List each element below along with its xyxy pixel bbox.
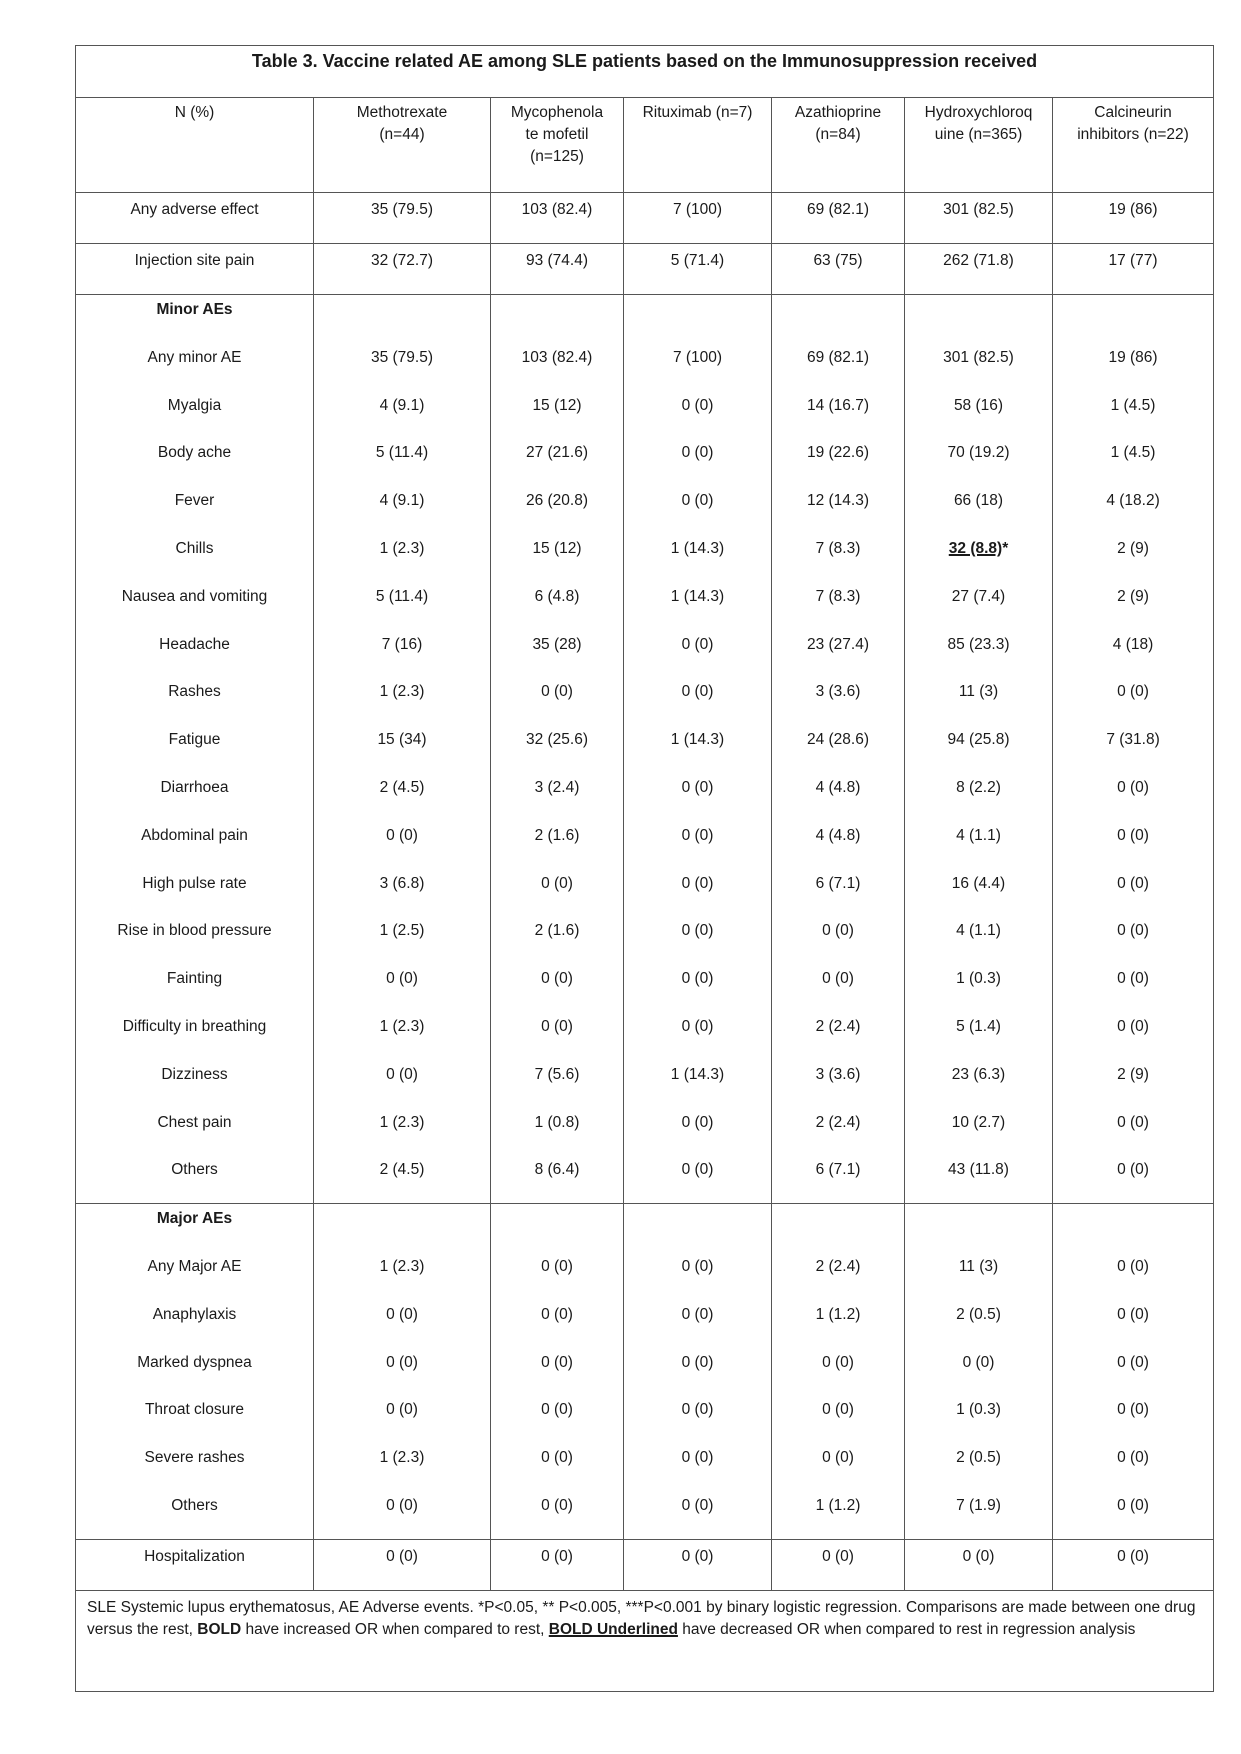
- table-cell: 7 (100): [624, 193, 772, 244]
- table-row-rise-in-blood-pressure: [76, 916, 1214, 964]
- table-cell: 4 (9.1): [314, 486, 491, 534]
- row-label: Chills: [76, 534, 314, 582]
- table-cell: 1 (14.3): [624, 582, 772, 630]
- table-cell: 10 (2.7): [905, 1108, 1053, 1156]
- table-cell: 1 (4.5): [1053, 391, 1214, 439]
- table-cell: 0 (0): [1053, 1300, 1214, 1348]
- table-cell: 6 (4.8): [491, 582, 624, 630]
- table-cell: 1 (2.5): [314, 916, 491, 964]
- empty-cell: [314, 295, 491, 343]
- table-row-fever: [76, 486, 1214, 534]
- empty-cell: [491, 1204, 624, 1252]
- table-row-throat-closure: [76, 1395, 1214, 1443]
- table-cell: 1 (2.3): [314, 1252, 491, 1300]
- column-header-line: Hydroxychloroq: [924, 104, 1033, 121]
- table-cell: 5 (1.4): [905, 1012, 1053, 1060]
- table-row-difficulty-in-breathing: [76, 1012, 1214, 1060]
- table-row-headache: [76, 630, 1214, 678]
- row-label: Rise in blood pressure: [76, 916, 314, 964]
- row-label: Any minor AE: [76, 343, 314, 391]
- table-cell: 0 (0): [624, 964, 772, 1012]
- table-cell: 0 (0): [624, 1300, 772, 1348]
- table-cell: 5 (11.4): [314, 438, 491, 486]
- table-cell: 69 (82.1): [772, 343, 905, 391]
- table-cell: 35 (79.5): [314, 193, 491, 244]
- table-cell: 27 (7.4): [905, 582, 1053, 630]
- table-cell: 2 (1.6): [491, 821, 624, 869]
- table-cell: 0 (0): [624, 1539, 772, 1590]
- table-cell: 0 (0): [624, 869, 772, 917]
- table-cell: 0 (0): [1053, 1108, 1214, 1156]
- row-label: Any adverse effect: [76, 193, 314, 244]
- table-cell: 301 (82.5): [905, 343, 1053, 391]
- table-cell: 4 (1.1): [905, 916, 1053, 964]
- row-label: Throat closure: [76, 1395, 314, 1443]
- table-cell: 2 (9): [1053, 582, 1214, 630]
- table-cell: 2 (0.5): [905, 1443, 1053, 1491]
- table-row-injection-site-pain: [76, 244, 1214, 295]
- row-label: Chest pain: [76, 1108, 314, 1156]
- row-label: Others: [76, 1155, 314, 1203]
- table-cell: 0 (0): [624, 486, 772, 534]
- column-header: [905, 98, 1053, 193]
- table-cell: 4 (18.2): [1053, 486, 1214, 534]
- empty-cell: [1053, 1204, 1214, 1252]
- footnote-part1: SLE Systemic lupus erythematosus, AE Adverse events. *P<0.05, ** P<0.005, ***P<0.001 by binary logistic regression. Comparisons are made between one drug versus the rest,: [87, 1598, 1196, 1638]
- table-cell: 94 (25.8): [905, 725, 1053, 773]
- column-header: [1053, 98, 1214, 193]
- table-row-nausea-and-vomiting: [76, 582, 1214, 630]
- row-label: Marked dyspnea: [76, 1348, 314, 1396]
- table-cell: 2 (0.5): [905, 1300, 1053, 1348]
- table-row-myalgia: [76, 391, 1214, 439]
- column-header: [772, 98, 905, 193]
- empty-cell: [772, 295, 905, 343]
- table-cell: 103 (82.4): [491, 193, 624, 244]
- table-row-dizziness: [76, 1060, 1214, 1108]
- table-cell: 0 (0): [1053, 1491, 1214, 1539]
- column-header-line: inhibitors (n=22): [1077, 126, 1189, 143]
- table-cell: 2 (4.5): [314, 773, 491, 821]
- row-label: Severe rashes: [76, 1443, 314, 1491]
- row-label: Fatigue: [76, 725, 314, 773]
- table-cell: 1 (0.3): [905, 964, 1053, 1012]
- adverse-events-table: [75, 45, 1214, 1692]
- table-cell: 0 (0): [314, 1300, 491, 1348]
- table-cell: 1 (14.3): [624, 1060, 772, 1108]
- table-cell: 0 (0): [624, 1348, 772, 1396]
- table-cell: 0 (0): [624, 1443, 772, 1491]
- table-cell: 5 (71.4): [624, 244, 772, 295]
- column-header: [491, 98, 624, 193]
- table-cell: 7 (5.6): [491, 1060, 624, 1108]
- table-cell: 0 (0): [624, 916, 772, 964]
- row-label: Headache: [76, 630, 314, 678]
- row-label: Others: [76, 1491, 314, 1539]
- column-header-line: Rituximab (n=7): [642, 104, 753, 121]
- table-cell: 0 (0): [314, 1539, 491, 1590]
- table-cell: 16 (4.4): [905, 869, 1053, 917]
- column-header-line: (n=44): [379, 126, 425, 143]
- table-cell: 2 (2.4): [772, 1252, 905, 1300]
- table-cell: 0 (0): [1053, 1348, 1214, 1396]
- table-cell: 2 (4.5): [314, 1155, 491, 1203]
- header-row-label: N (%): [76, 98, 314, 193]
- table-cell: 0 (0): [491, 1395, 624, 1443]
- empty-cell: [624, 1204, 772, 1252]
- table-row-high-pulse-rate: [76, 869, 1214, 917]
- table-row-abdominal-pain: [76, 821, 1214, 869]
- table-cell: 19 (86): [1053, 343, 1214, 391]
- table-cell: 0 (0): [1053, 1155, 1214, 1203]
- table-cell: 15 (12): [491, 534, 624, 582]
- table-cell: 3 (3.6): [772, 677, 905, 725]
- table-cell: 35 (28): [491, 630, 624, 678]
- table-cell: 0 (0): [1053, 1395, 1214, 1443]
- section-heading: Minor AEs: [76, 295, 314, 343]
- row-label: Rashes: [76, 677, 314, 725]
- table-cell: 0 (0): [624, 1395, 772, 1443]
- table-cell: 0 (0): [1053, 964, 1214, 1012]
- table-cell: 0 (0): [624, 773, 772, 821]
- footnote: [76, 1590, 1214, 1691]
- row-label: Nausea and vomiting: [76, 582, 314, 630]
- table-row-others: [76, 1491, 1214, 1539]
- table-cell: 0 (0): [772, 1348, 905, 1396]
- table-cell: 12 (14.3): [772, 486, 905, 534]
- table-row-marked-dyspnea: [76, 1348, 1214, 1396]
- table-cell: 1 (1.2): [772, 1300, 905, 1348]
- table-cell: 0 (0): [624, 438, 772, 486]
- table-cell: 63 (75): [772, 244, 905, 295]
- table-cell: 11 (3): [905, 1252, 1053, 1300]
- footnote-row: [76, 1590, 1214, 1691]
- table-cell: 0 (0): [491, 964, 624, 1012]
- empty-cell: [905, 295, 1053, 343]
- table-row-diarrhoea: [76, 773, 1214, 821]
- table-cell: 0 (0): [772, 964, 905, 1012]
- table-row-body-ache: [76, 438, 1214, 486]
- row-label: Body ache: [76, 438, 314, 486]
- table-cell: 7 (1.9): [905, 1491, 1053, 1539]
- table-cell: 35 (79.5): [314, 343, 491, 391]
- table-cell: 15 (12): [491, 391, 624, 439]
- table-cell: 1 (1.2): [772, 1491, 905, 1539]
- table-cell: 8 (6.4): [491, 1155, 624, 1203]
- table-cell: 4 (18): [1053, 630, 1214, 678]
- table-cell: 0 (0): [314, 821, 491, 869]
- table-cell: 0 (0): [314, 1348, 491, 1396]
- row-label: Diarrhoea: [76, 773, 314, 821]
- table-cell: 7 (8.3): [772, 582, 905, 630]
- table-cell: 103 (82.4): [491, 343, 624, 391]
- table-cell: 0 (0): [1053, 1443, 1214, 1491]
- table-cell: 0 (0): [772, 916, 905, 964]
- column-header-line: Calcineurin: [1094, 104, 1172, 121]
- table-cell: 1 (2.3): [314, 1012, 491, 1060]
- table-cell: 0 (0): [624, 1108, 772, 1156]
- table-cell: 0 (0): [624, 821, 772, 869]
- table-cell: 4 (9.1): [314, 391, 491, 439]
- table-cell: 1 (2.3): [314, 534, 491, 582]
- table-cell: 5 (11.4): [314, 582, 491, 630]
- table-cell: 24 (28.6): [772, 725, 905, 773]
- column-header-line: Methotrexate: [356, 104, 448, 121]
- empty-cell: [491, 295, 624, 343]
- table-cell: 3 (3.6): [772, 1060, 905, 1108]
- table-row-severe-rashes: [76, 1443, 1214, 1491]
- table-cell: 3 (6.8): [314, 869, 491, 917]
- row-label: Anaphylaxis: [76, 1300, 314, 1348]
- table-cell: 0 (0): [491, 1491, 624, 1539]
- table-cell: 3 (2.4): [491, 773, 624, 821]
- column-header-line: Azathioprine: [794, 104, 882, 121]
- emphasized-value: 32 (8.8): [948, 539, 1003, 557]
- table-row-chills: [76, 534, 1214, 582]
- table-cell: 7 (31.8): [1053, 725, 1214, 773]
- table-cell: 0 (0): [314, 1060, 491, 1108]
- table-cell: 0 (0): [314, 964, 491, 1012]
- section-heading: Major AEs: [76, 1204, 314, 1252]
- table-cell: 0 (0): [905, 1348, 1053, 1396]
- empty-cell: [905, 1204, 1053, 1252]
- significance-marker: *: [1002, 539, 1009, 557]
- row-label: Injection site pain: [76, 244, 314, 295]
- table-cell: 58 (16): [905, 391, 1053, 439]
- table-cell: 2 (1.6): [491, 916, 624, 964]
- footnote-part3: have decreased OR when compared to rest in regression analysis: [677, 1620, 1136, 1638]
- table-cell: 0 (0): [1053, 916, 1214, 964]
- table-cell: 15 (34): [314, 725, 491, 773]
- empty-cell: [772, 1204, 905, 1252]
- table-row-others: [76, 1155, 1214, 1203]
- table-title: Table 3. Vaccine related AE among SLE patients based on the Immunosuppression received: [76, 46, 1214, 98]
- table-cell: 0 (0): [1053, 1539, 1214, 1590]
- table-cell: 43 (11.8): [905, 1155, 1053, 1203]
- table-cell: 0 (0): [1053, 869, 1214, 917]
- table-cell: [905, 534, 1053, 582]
- table-cell: 0 (0): [772, 1395, 905, 1443]
- table-cell: 0 (0): [491, 1348, 624, 1396]
- row-label: Difficulty in breathing: [76, 1012, 314, 1060]
- table-cell: 1 (4.5): [1053, 438, 1214, 486]
- table-cell: 8 (2.2): [905, 773, 1053, 821]
- table-cell: 0 (0): [905, 1539, 1053, 1590]
- table-cell: 1 (2.3): [314, 1443, 491, 1491]
- table-cell: 0 (0): [491, 1443, 624, 1491]
- table-cell: 4 (4.8): [772, 821, 905, 869]
- row-label: Myalgia: [76, 391, 314, 439]
- table-row-anaphylaxis: [76, 1300, 1214, 1348]
- table-cell: 0 (0): [624, 630, 772, 678]
- table-cell: 0 (0): [491, 1300, 624, 1348]
- table-cell: 262 (71.8): [905, 244, 1053, 295]
- row-label: Hospitalization: [76, 1539, 314, 1590]
- table-cell: 0 (0): [1053, 773, 1214, 821]
- table-cell: 4 (1.1): [905, 821, 1053, 869]
- table-cell: 93 (74.4): [491, 244, 624, 295]
- table-cell: 1 (14.3): [624, 534, 772, 582]
- table-cell: 1 (2.3): [314, 677, 491, 725]
- table-cell: 85 (23.3): [905, 630, 1053, 678]
- table-cell: 23 (27.4): [772, 630, 905, 678]
- footnote-bold-ul: BOLD Underlined: [548, 1620, 678, 1638]
- column-header: [624, 98, 772, 193]
- table-cell: 70 (19.2): [905, 438, 1053, 486]
- table-row-rashes: [76, 677, 1214, 725]
- table-cell: 0 (0): [1053, 1252, 1214, 1300]
- table-cell: 1 (14.3): [624, 725, 772, 773]
- table-cell: 2 (9): [1053, 534, 1214, 582]
- row-label: Abdominal pain: [76, 821, 314, 869]
- footnote-bold1: BOLD: [197, 1620, 242, 1638]
- table-cell: 7 (16): [314, 630, 491, 678]
- table-row-fainting: [76, 964, 1214, 1012]
- table-cell: 0 (0): [1053, 1012, 1214, 1060]
- table-row-any-major-ae: [76, 1252, 1214, 1300]
- column-header-line: te mofetil: [525, 126, 589, 143]
- row-label: High pulse rate: [76, 869, 314, 917]
- row-label: Fainting: [76, 964, 314, 1012]
- table-cell: 0 (0): [624, 677, 772, 725]
- table-cell: 0 (0): [314, 1491, 491, 1539]
- table-cell: 27 (21.6): [491, 438, 624, 486]
- table-cell: 0 (0): [314, 1395, 491, 1443]
- table-cell: 0 (0): [1053, 677, 1214, 725]
- table-cell: 6 (7.1): [772, 869, 905, 917]
- table-cell: 0 (0): [1053, 821, 1214, 869]
- table-cell: 1 (2.3): [314, 1108, 491, 1156]
- table-cell: 69 (82.1): [772, 193, 905, 244]
- table-cell: 0 (0): [624, 1491, 772, 1539]
- table-cell: 1 (0.8): [491, 1108, 624, 1156]
- column-header-line: uine (n=365): [934, 126, 1023, 143]
- empty-cell: [314, 1204, 491, 1252]
- header-row: [76, 98, 1214, 193]
- table-cell: 11 (3): [905, 677, 1053, 725]
- table-cell: 4 (4.8): [772, 773, 905, 821]
- table-cell: 19 (22.6): [772, 438, 905, 486]
- table-cell: 0 (0): [491, 869, 624, 917]
- table-cell: 0 (0): [491, 1539, 624, 1590]
- table-cell: 0 (0): [772, 1539, 905, 1590]
- empty-cell: [624, 295, 772, 343]
- table-cell: 0 (0): [491, 1012, 624, 1060]
- column-header-line: (n=84): [815, 126, 861, 143]
- table-cell: 14 (16.7): [772, 391, 905, 439]
- table-cell: 23 (6.3): [905, 1060, 1053, 1108]
- section-heading-row: [76, 1204, 1214, 1252]
- table-row-hospitalization: [76, 1539, 1214, 1590]
- table-cell: 2 (2.4): [772, 1108, 905, 1156]
- column-header-line: Mycophenola: [510, 104, 604, 121]
- table-cell: 19 (86): [1053, 193, 1214, 244]
- table-cell: 2 (9): [1053, 1060, 1214, 1108]
- table-cell: 301 (82.5): [905, 193, 1053, 244]
- table-cell: 32 (25.6): [491, 725, 624, 773]
- section-heading-row: [76, 295, 1214, 343]
- empty-cell: [1053, 295, 1214, 343]
- table-cell: 6 (7.1): [772, 1155, 905, 1203]
- table-row-chest-pain: [76, 1108, 1214, 1156]
- table-cell: 0 (0): [491, 677, 624, 725]
- table-cell: 26 (20.8): [491, 486, 624, 534]
- table-cell: 0 (0): [772, 1443, 905, 1491]
- table-cell: 2 (2.4): [772, 1012, 905, 1060]
- table-cell: 0 (0): [624, 1155, 772, 1203]
- table-cell: 0 (0): [624, 391, 772, 439]
- table-cell: 0 (0): [624, 1252, 772, 1300]
- column-header: [314, 98, 491, 193]
- column-header-line: (n=125): [530, 148, 584, 165]
- row-label: Dizziness: [76, 1060, 314, 1108]
- footnote-part2: have increased OR when compared to rest,: [241, 1620, 549, 1638]
- table-cell: 7 (8.3): [772, 534, 905, 582]
- table-cell: 0 (0): [624, 1012, 772, 1060]
- table-row-any-adverse-effect: [76, 193, 1214, 244]
- row-label: Any Major AE: [76, 1252, 314, 1300]
- table-row-fatigue: [76, 725, 1214, 773]
- table-cell: 7 (100): [624, 343, 772, 391]
- table-cell: 17 (77): [1053, 244, 1214, 295]
- table-row-any-minor-ae: [76, 343, 1214, 391]
- table-cell: 1 (0.3): [905, 1395, 1053, 1443]
- row-label: Fever: [76, 486, 314, 534]
- table-cell: 0 (0): [491, 1252, 624, 1300]
- table-cell: 66 (18): [905, 486, 1053, 534]
- table-cell: 32 (72.7): [314, 244, 491, 295]
